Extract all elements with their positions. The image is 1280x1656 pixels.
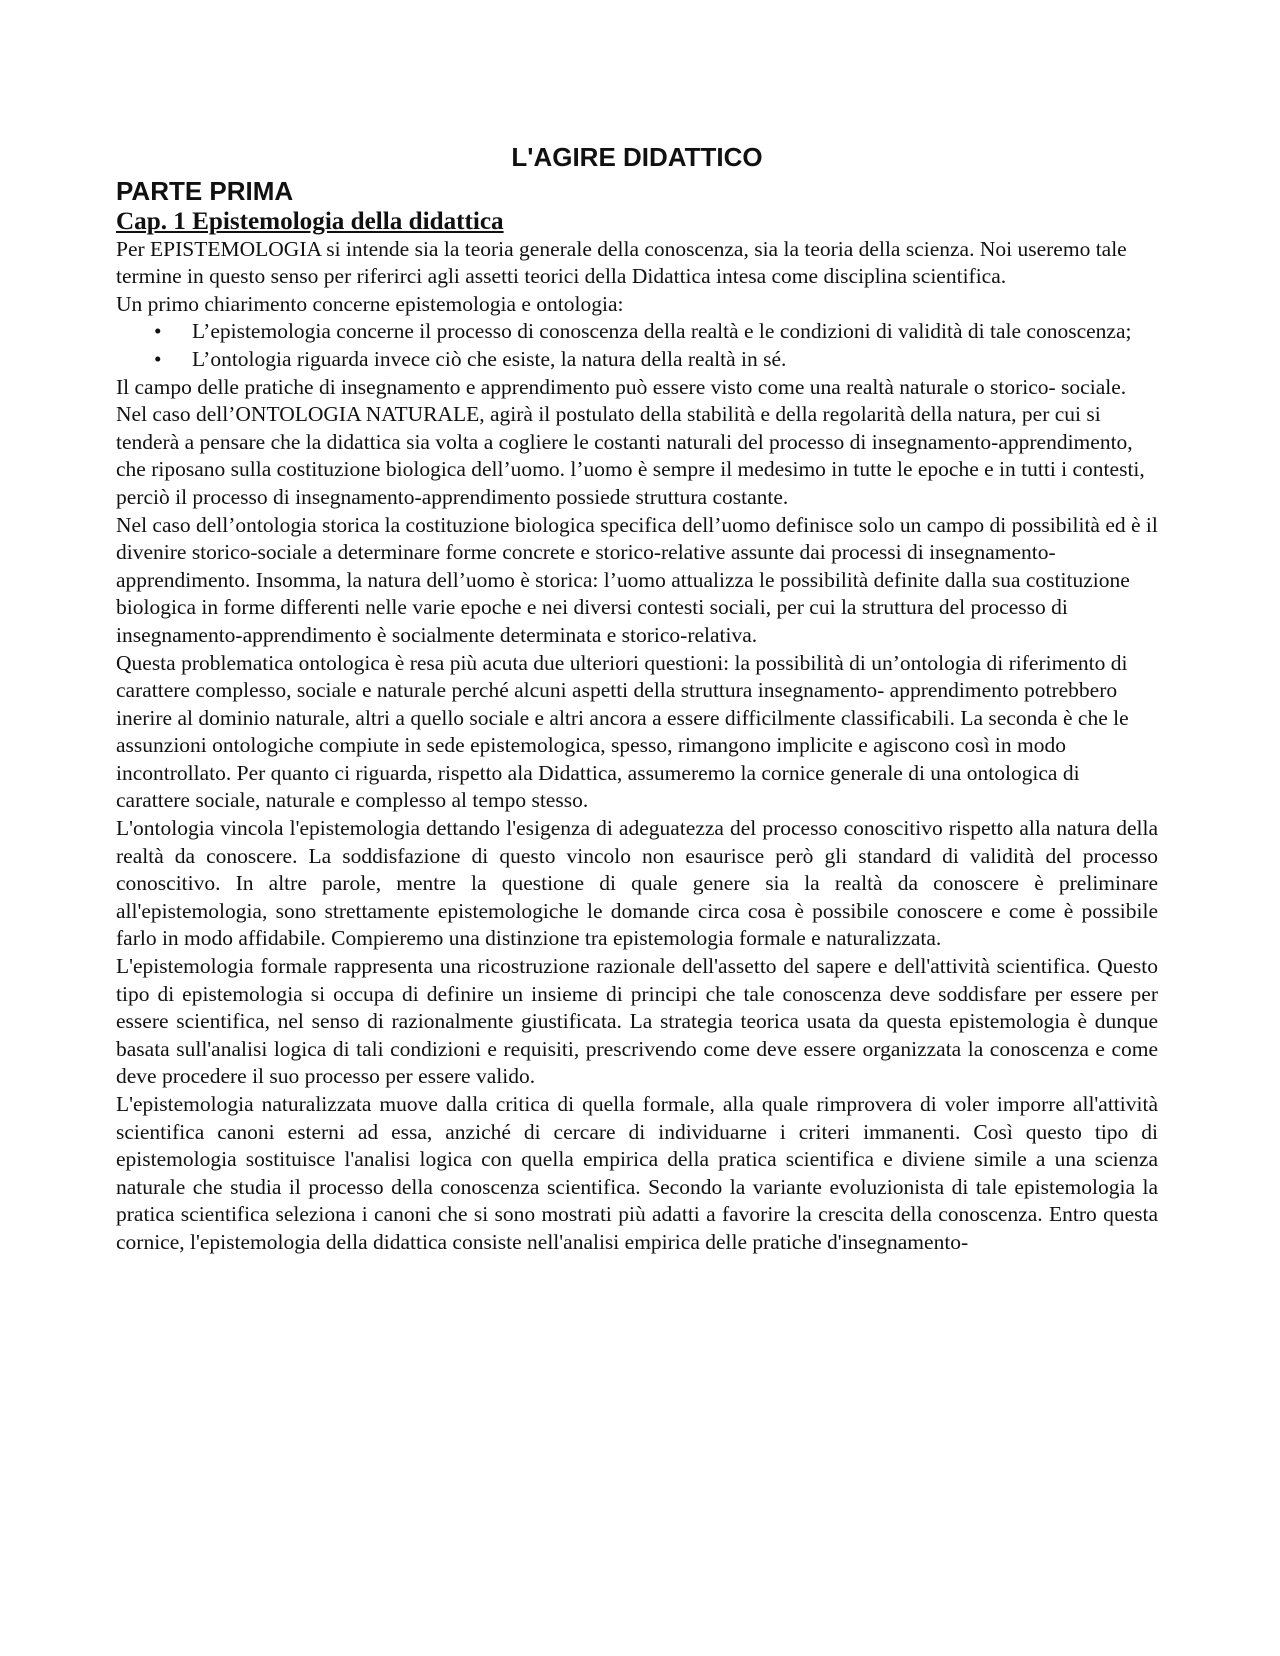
- list-item-text: L’epistemologia concerne il processo di conoscenza della realtà e le condizioni di validità di tale conoscenza;: [192, 319, 1132, 344]
- paragraph-definition: Per EPISTEMOLOGIA si intende sia la teoria generale della conoscenza, sia la teoria della scienza. Noi useremo tale termine in questo senso per riferirci agli assetti teorici della Didattica intesa come disciplina scientifica.: [116, 236, 1127, 289]
- paragraph-ontological-problem: Questa problematica ontologica è resa più acuta due ulteriori questioni: la possibilità di un’ontologia di riferimento di carattere complesso, sociale e naturale perché alcuni aspetti della struttura insegnamento- apprendimento potrebbero inerire al dominio naturale, altri a quello sociale e altri ancora a essere difficilmente classificabili. La seconda è che le assunzioni ontologiche compiute in sede epistemologica, spesso, rimangono implicite e agiscono così in modo incontrollato. Per quanto ci riguarda, rispetto ala Didattica, assumeremo la cornice generale di una ontologica di carattere sociale, naturale e complesso al tempo stesso.: [116, 650, 1129, 813]
- paragraph-clarification: Un primo chiarimento concerne epistemologia e ontologia:: [116, 291, 624, 316]
- paragraph-naturalized-epistemology: L'epistemologia naturalizzata muove dalla critica di quella formale, alla quale rimprovera di voler imporre all'attività scientifica canoni esterni ad essa, anziché di cercare di individuarne i criteri immanenti. Così questo tipo di epistemologia sostituisce l'analisi logica con quella empirica della pratica scientifica e diviene simile a una scienza naturale che studia il processo della conoscenza scientifica. Secondo la variante evoluzionista di tale epistemologia la pratica scientifica seleziona i canoni che si sono mostrati più adatti a favorire la crescita della conoscenza. Entro questa cornice, l'epistemologia della didattica consiste nell'analisi empirica delle pratiche d'insegnamento-: [116, 1092, 1158, 1254]
- document-title: L'AGIRE DIDATTICO: [511, 142, 763, 172]
- paragraph-natural-ontology: Nel caso dell’ONTOLOGIA NATURALE, agirà il postulato della stabilità e della regolarità della natura, per cui si tenderà a pensare che la didattica sia volta a cogliere le costanti naturali del processo di insegnamento-apprendimento, che riposano sulla costituzione biologica dell’uomo. l’uomo è sempre il medesimo in tutte le epoche e in tutti i contesti, perciò il processo di insegnamento-apprendimento possiede struttura costante.: [116, 402, 1145, 509]
- bullet-icon: •: [154, 346, 162, 371]
- bullet-list: [116, 318, 1158, 373]
- list-item-text: L’ontologia riguarda invece ciò che esiste, la natura della realtà in sé.: [192, 346, 787, 371]
- document-page: [116, 140, 1158, 1257]
- part-heading: PARTE PRIMA: [116, 176, 294, 206]
- list-item: [154, 318, 1158, 346]
- chapter-heading: Cap. 1 Epistemologia della didattica: [116, 208, 504, 235]
- paragraph-formal-epistemology: L'epistemologia formale rappresenta una ricostruzione razionale dell'assetto del sapere e dell'attività scientifica. Questo tipo di epistemologia si occupa di definire un insieme di principi che tale conoscenza deve soddisfare per essere per essere scientifica, nel senso di razionalmente giustificata. La strategia teorica usata da questa epistemologia è dunque basata sull'analisi logica di tali condizioni e requisiti, prescrivendo come deve essere organizzata la conoscenza e come deve procedere il suo processo per essere valido.: [116, 954, 1158, 1089]
- paragraph-ontology-constraint: L'ontologia vincola l'epistemologia dettando l'esigenza di adeguatezza del processo conoscitivo rispetto alla natura della realtà da conoscere. La soddisfazione di questo vincolo non esaurisce però gli standard di validità del processo conoscitivo. In altre parole, mentre la questione di quale genere sia la realtà da conoscere è preliminare all'epistemologia, sono strettamente epistemologiche le domande circa cosa è possibile conoscere e come è possibile farlo in modo affidabile. Compieremo una distinzione tra epistemologia formale e naturalizzata.: [116, 816, 1158, 951]
- paragraph-historical-ontology: Nel caso dell’ontologia storica la costituzione biologica specifica dell’uomo definisce solo un campo di possibilità ed è il divenire storico-sociale a determinare forme concrete e storico-relative assunte dai processi di insegnamento-apprendimento. Insomma, la natura dell’uomo è storica: l’uomo attualizza le possibilità definite dalla sua costituzione biologica in forme differenti nelle varie epoche e nei diversi contesti sociali, per cui la struttura del processo di insegnamento-apprendimento è socialmente determinata e storico-relativa.: [116, 512, 1158, 647]
- bullet-icon: •: [154, 319, 162, 344]
- list-item: [154, 346, 1158, 374]
- paragraph-practice-field: Il campo delle pratiche di insegnamento e apprendimento può essere visto come una realtà naturale o storico- sociale.: [116, 374, 1127, 399]
